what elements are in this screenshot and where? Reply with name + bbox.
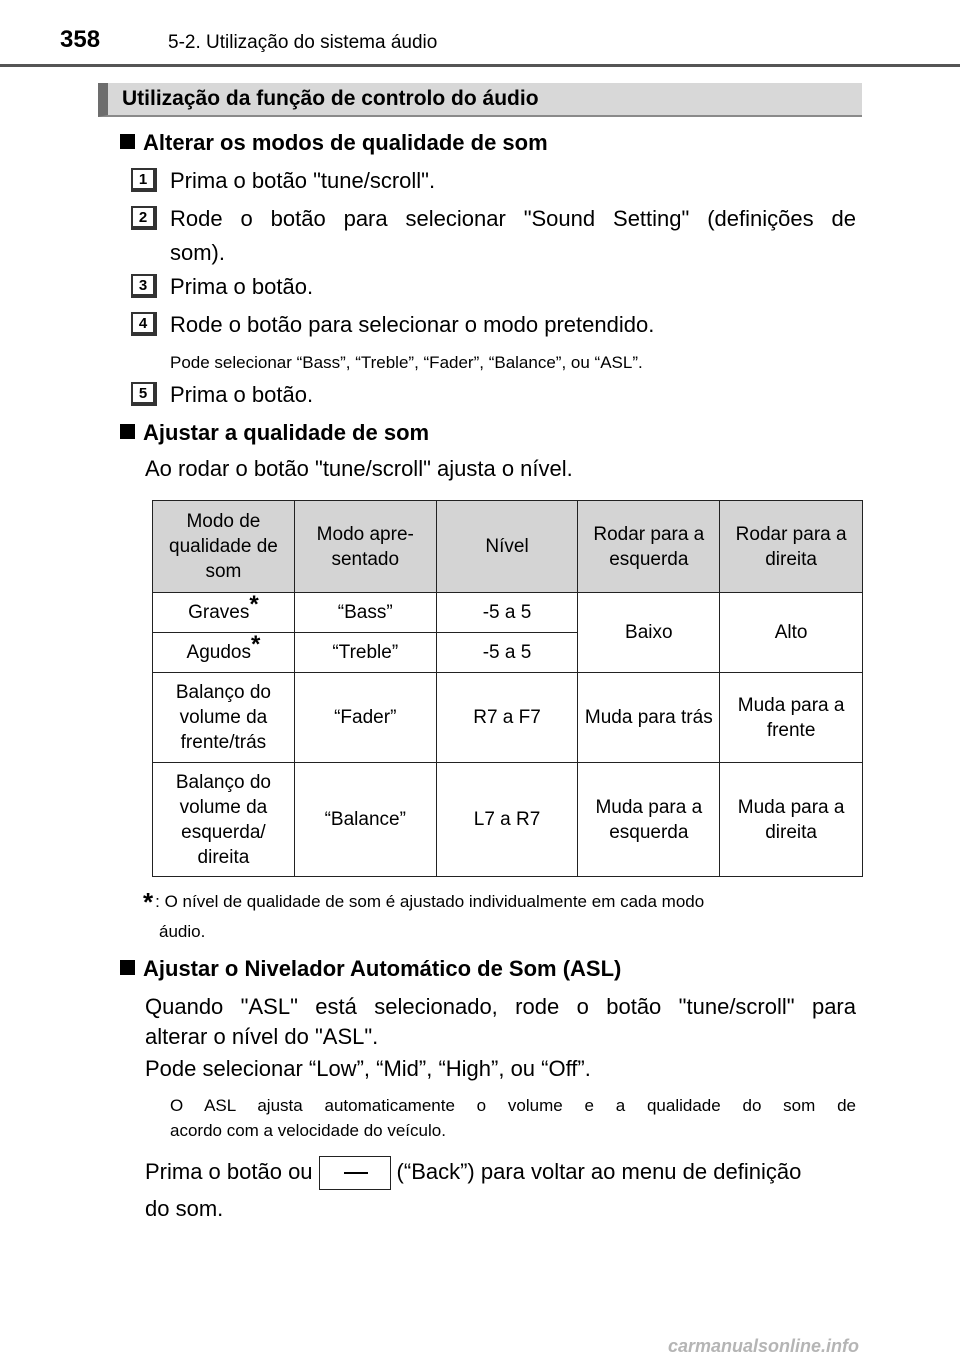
table-cell-level: -5 a 5	[436, 633, 578, 673]
header-divider	[0, 64, 960, 67]
square-bullet-icon	[120, 960, 135, 975]
table-cell-right: Muda para a direita	[720, 763, 863, 877]
step-badge-4: 4	[131, 312, 157, 336]
step-3-text: Prima o botão.	[170, 274, 314, 299]
adjust-quality-intro: Ao rodar o botão "tune/scroll" ajusta o nível.	[145, 456, 573, 481]
page-header	[0, 0, 960, 68]
table-row	[153, 593, 863, 633]
modes-note: Pode selecionar “Bass”, “Treble”, “Fader”, “Balance”, ou “ASL”.	[170, 353, 643, 372]
step-badge-2: 2	[131, 206, 157, 230]
subheading-sound-modes: Alterar os modos de qualidade de som	[120, 130, 548, 156]
table-cell-level: -5 a 5	[436, 593, 578, 633]
page-number: 358	[60, 26, 101, 53]
table-row	[153, 763, 863, 877]
back-button-icon	[319, 1156, 391, 1190]
asl-line-3: Pode selecionar “Low”, “Mid”, “High”, ou “Off”.	[145, 1056, 591, 1081]
table-cell-mode: Graves*	[153, 593, 295, 633]
table-cell-right: Muda para a frente	[720, 673, 863, 763]
table-cell-mode: Balanço do volume da esquerda/ direita	[153, 763, 295, 877]
table-cell-shown: “Treble”	[294, 633, 436, 673]
table-row	[153, 673, 863, 763]
section-title: Utilização da função de controlo do áudio	[122, 87, 539, 110]
step-4-text: Rode o botão para selecionar o modo pretendido.	[170, 312, 655, 337]
table-cell-shown: “Bass”	[294, 593, 436, 633]
section-header	[98, 83, 862, 117]
sound-quality-table	[152, 500, 863, 877]
step-badge-3: 3	[131, 274, 157, 298]
chapter-title: 5-2. Utilização do sistema áudio	[168, 32, 438, 53]
table-header-cell: Rodar para a esquerda	[578, 501, 720, 593]
table-cell-level: R7 a F7	[436, 673, 578, 763]
table-header-cell: Rodar para a direita	[720, 501, 863, 593]
table-footnote: * : O nível de qualidade de som é ajustado individualmente em cada modo áudio.	[143, 887, 705, 941]
back-instruction-line2: do som.	[145, 1196, 224, 1221]
table-cell-left: Muda para a esquerda	[578, 763, 720, 877]
watermark: carmanualsonline.info	[668, 1336, 860, 1356]
asl-line-1: Quando "ASL" está selecionado, rode o botão "tune/scroll" para	[145, 994, 856, 1019]
step-5-text: Prima o botão.	[170, 382, 314, 407]
asl-note-line2: acordo com a velocidade do veículo.	[170, 1121, 446, 1140]
table-cell-shown: “Fader”	[294, 673, 436, 763]
asterisk-mark: *	[250, 631, 261, 658]
table-cell-right: Alto	[720, 593, 863, 673]
table-cell-shown: “Balance”	[294, 763, 436, 877]
table-header-row	[153, 501, 863, 593]
step-badge-1: 1	[131, 168, 157, 192]
square-bullet-icon	[120, 424, 135, 439]
asterisk-mark: *	[249, 591, 259, 618]
step-2-text-line1: Rode o botão para selecionar "Sound Setting" (definições de	[170, 206, 856, 231]
step-2-text-line2: som).	[170, 240, 225, 265]
table-header-cell: Modo de qualidade de som	[153, 501, 295, 593]
step-1-text: Prima o botão "tune/scroll".	[170, 168, 436, 193]
table-cell-left: Baixo	[578, 593, 720, 673]
table-cell-level: L7 a R7	[436, 763, 578, 877]
table-cell-mode: Balanço do volume da frente/trás	[153, 673, 295, 763]
table-header-cell: Modo apre- sentado	[294, 501, 436, 593]
asl-line-2: alterar o nível do "ASL".	[145, 1024, 379, 1049]
square-bullet-icon	[120, 134, 135, 149]
table-cell-left: Muda para trás	[578, 673, 720, 763]
asterisk-mark: *	[143, 887, 154, 917]
asl-note-line1: O ASL ajusta automaticamente o volume e a qualidade do som de	[170, 1096, 856, 1115]
subheading-asl: Ajustar o Nivelador Automático de Som (ASL)	[120, 956, 621, 982]
table-cell-mode: Agudos*	[153, 633, 295, 673]
subheading-adjust-quality: Ajustar a qualidade de som	[120, 420, 429, 446]
back-instruction-line1: Prima o botão ou (“Back”) para voltar ao menu de definição	[145, 1155, 856, 1190]
step-badge-5: 5	[131, 382, 157, 406]
table-header-cell: Nível	[436, 501, 578, 593]
